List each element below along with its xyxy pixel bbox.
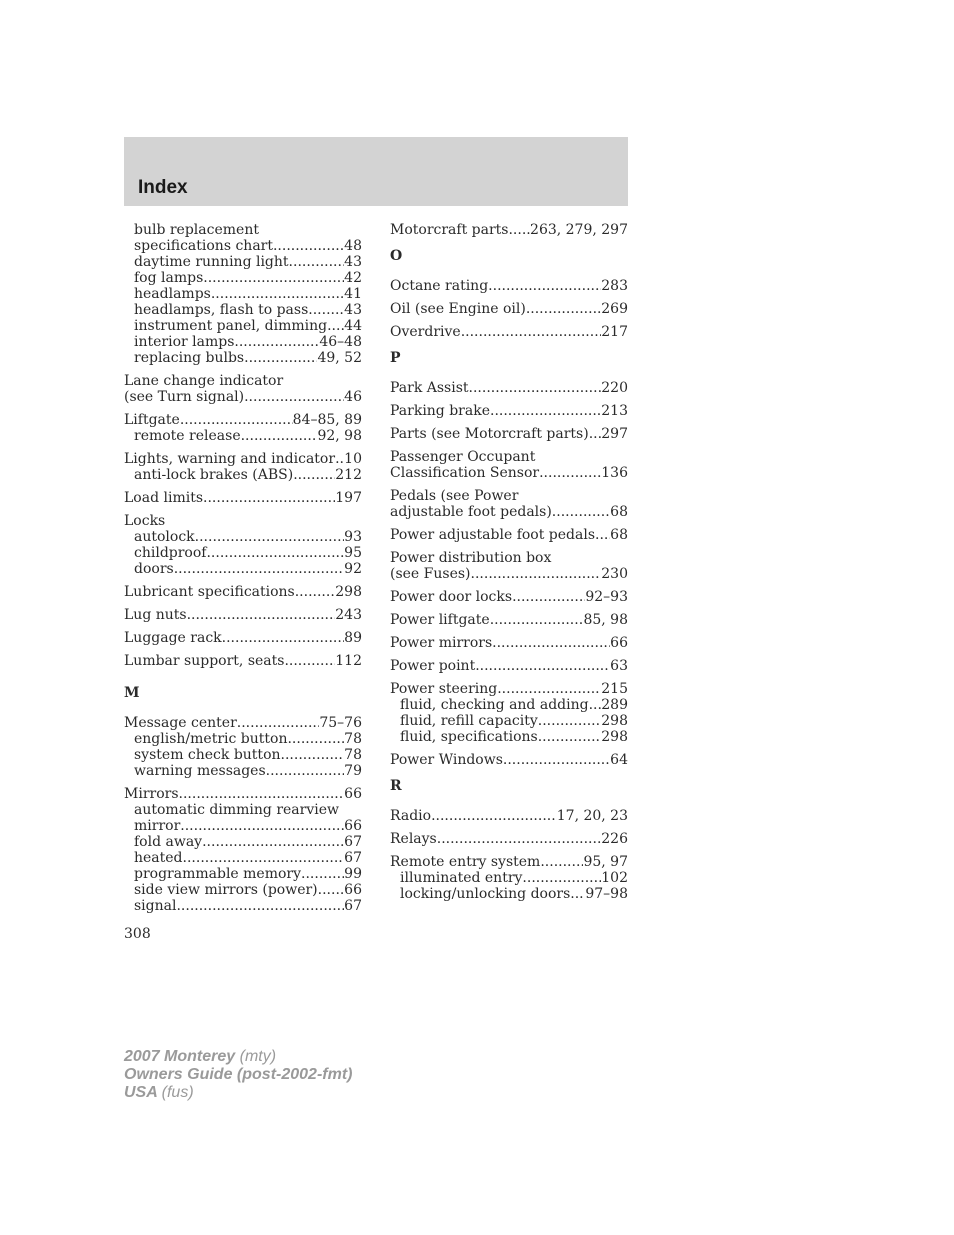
- dot-leader: [174, 561, 344, 577]
- dot-leader: [195, 529, 345, 545]
- footer-market-code: (fus): [161, 1084, 194, 1101]
- entry-term: Power point: [390, 658, 476, 674]
- entry-term: Power door locks: [390, 589, 513, 605]
- section-letter: R: [390, 778, 402, 794]
- entry-term: heated: [134, 850, 183, 866]
- entry-page-ref: 99: [344, 866, 362, 882]
- dot-leader: [539, 465, 601, 481]
- entry-term: Overdrive: [390, 324, 461, 340]
- entry-term: Lights, warning and indicator: [124, 451, 336, 467]
- entry-term: Power adjustable foot pedals: [390, 527, 596, 543]
- dot-leader: [335, 451, 344, 467]
- entry-term: side view mirrors (power): [134, 882, 318, 898]
- index-entry: [124, 715, 362, 779]
- entry-page-ref: 92: [344, 561, 362, 577]
- index-entry-line: [390, 831, 628, 847]
- entry-page-ref: 289: [601, 697, 628, 713]
- index-entry: [390, 658, 628, 674]
- footer-line-2: [124, 1066, 352, 1084]
- entry-term: Passenger Occupant: [390, 449, 536, 465]
- index-subentry: [124, 467, 362, 483]
- index-entry: [124, 584, 362, 600]
- index-subentry: [124, 222, 362, 238]
- index-entry-line: [390, 658, 628, 674]
- index-entry-line: [390, 324, 628, 340]
- dot-leader: [206, 545, 344, 561]
- dot-leader: [461, 324, 602, 340]
- index-entry: [390, 449, 628, 481]
- entry-term: Lubricant specifications: [124, 584, 295, 600]
- entry-term: Remote entry system: [390, 854, 541, 870]
- entry-page-ref: 10: [344, 451, 362, 467]
- entry-page-ref: 79: [344, 763, 362, 779]
- dot-leader: [202, 834, 344, 850]
- entry-term: Relays: [390, 831, 437, 847]
- entry-term: Lumbar support, seats: [124, 653, 285, 669]
- index-subentry: [124, 545, 362, 561]
- index-entry-line: [390, 808, 628, 824]
- index-subentry: [390, 870, 628, 886]
- entry-page-ref: 97–98: [585, 886, 628, 902]
- header-band: [124, 137, 628, 206]
- entry-page-ref: 78: [344, 731, 362, 747]
- index-entry-line: [124, 584, 362, 600]
- dot-leader: [183, 850, 345, 866]
- index-entry: [124, 513, 362, 577]
- entry-page-ref: 68: [610, 527, 628, 543]
- entry-term: Message center: [124, 715, 237, 731]
- entry-page-ref: 215: [601, 681, 628, 697]
- dot-leader: [570, 886, 585, 902]
- index-entry-line: [390, 752, 628, 768]
- index-entry: [124, 630, 362, 646]
- index-subentry: [124, 254, 362, 270]
- index-subentry: [124, 802, 362, 818]
- entry-page-ref: 66: [344, 818, 362, 834]
- dot-leader: [512, 589, 585, 605]
- index-subentry: [124, 334, 362, 350]
- index-entry: [390, 808, 628, 824]
- footer-model-code: (mty): [239, 1048, 277, 1065]
- dot-leader: [490, 612, 584, 628]
- index-entry-line: [390, 504, 628, 520]
- index-column-right: [390, 222, 628, 909]
- entry-page-ref: 220: [601, 380, 628, 396]
- dot-leader: [308, 302, 344, 318]
- entry-page-ref: 298: [601, 729, 628, 745]
- entry-page-ref: 112: [335, 653, 362, 669]
- entry-term: Load limits: [124, 490, 204, 506]
- footer-guide: Owners Guide (post-2002-fmt): [124, 1066, 353, 1083]
- entry-term: fog lamps: [134, 270, 204, 286]
- entry-page-ref: 49, 52: [317, 350, 362, 366]
- entry-term: Luggage rack: [124, 630, 222, 646]
- dot-leader: [552, 504, 610, 520]
- index-entry: [390, 752, 628, 768]
- index-entry: [390, 854, 628, 902]
- index-entry: [124, 607, 362, 623]
- index-entry-line: [124, 490, 362, 506]
- entry-term: headlamps: [134, 286, 211, 302]
- index-subentry: [124, 866, 362, 882]
- index-entry-line: [124, 653, 362, 669]
- index-entry-line: [124, 389, 362, 405]
- entry-term: Octane rating: [390, 278, 489, 294]
- entry-term: Parking brake: [390, 403, 490, 419]
- index-subentry: [124, 898, 362, 914]
- index-entry: [390, 527, 628, 543]
- index-entry-line: [390, 854, 628, 870]
- entry-page-ref: 41: [344, 286, 362, 302]
- dot-leader: [203, 490, 335, 506]
- entry-term: (see Turn signal): [124, 389, 245, 405]
- entry-page-ref: 43: [344, 302, 362, 318]
- entry-page-ref: 212: [335, 467, 362, 483]
- entry-term: interior lamps: [134, 334, 235, 350]
- entry-page-ref: 102: [601, 870, 628, 886]
- dot-leader: [180, 412, 293, 428]
- dot-leader: [327, 318, 344, 334]
- dot-leader: [244, 350, 317, 366]
- entry-page-ref: 93: [344, 529, 362, 545]
- index-subentry: [390, 729, 628, 745]
- footer: [124, 1048, 352, 1102]
- entry-term: remote release: [134, 428, 241, 444]
- index-entry: [390, 278, 628, 294]
- index-entry: [390, 681, 628, 745]
- entry-page-ref: 217: [601, 324, 628, 340]
- dot-leader: [203, 270, 344, 286]
- entry-term: Lane change indicator: [124, 373, 284, 389]
- entry-page-ref: 92–93: [585, 589, 628, 605]
- footer-line-3: [124, 1084, 352, 1102]
- index-subentry: [124, 561, 362, 577]
- index-subentry: [124, 834, 362, 850]
- entry-page-ref: 17, 20, 23: [556, 808, 628, 824]
- entry-term: daytime running light: [134, 254, 289, 270]
- entry-term: Lug nuts: [124, 607, 187, 623]
- entry-page-ref: 226: [601, 831, 628, 847]
- entry-term: warning messages: [134, 763, 266, 779]
- dot-leader: [301, 866, 344, 882]
- entry-page-ref: 66: [344, 786, 362, 802]
- dot-leader: [284, 653, 335, 669]
- entry-term: doors: [134, 561, 174, 577]
- index-column-left: [124, 222, 362, 921]
- dot-leader: [234, 334, 319, 350]
- index-entry: [124, 373, 362, 405]
- dot-leader: [492, 635, 610, 651]
- entry-term: Oil (see Engine oil): [390, 301, 526, 317]
- entry-page-ref: 85, 98: [583, 612, 628, 628]
- index-entry-line: [390, 278, 628, 294]
- dot-leader: [508, 222, 530, 238]
- dot-leader: [179, 786, 345, 802]
- entry-page-ref: 297: [601, 426, 628, 442]
- entry-page-ref: 78: [344, 747, 362, 763]
- index-entry-line: [390, 566, 628, 582]
- entry-term: Pedals (see Power: [390, 488, 519, 504]
- index-entry: [390, 301, 628, 317]
- entry-term: automatic dimming rearview: [134, 802, 340, 818]
- index-entry-line: [124, 630, 362, 646]
- dot-leader: [475, 658, 610, 674]
- dot-leader: [437, 831, 602, 847]
- entry-term: Power steering: [390, 681, 498, 697]
- index-entry-line: [390, 403, 628, 419]
- dot-leader: [503, 752, 610, 768]
- index-entry-line: [390, 465, 628, 481]
- index-subentry: [124, 238, 362, 254]
- index-entry-line: [390, 681, 628, 697]
- entry-page-ref: 298: [335, 584, 362, 600]
- entry-page-ref: 44: [344, 318, 362, 334]
- dot-leader: [469, 380, 602, 396]
- dot-leader: [187, 607, 336, 623]
- entry-term: system check button: [134, 747, 281, 763]
- dot-leader: [222, 630, 345, 646]
- dot-leader: [281, 747, 345, 763]
- index-entry: [124, 451, 362, 483]
- entry-term: programmable memory: [134, 866, 302, 882]
- index-entry-line: [124, 786, 362, 802]
- entry-term: Classification Sensor: [390, 465, 540, 481]
- index-subentry: [124, 270, 362, 286]
- index-subentry: [124, 302, 362, 318]
- entry-page-ref: 48: [344, 238, 362, 254]
- index-entry: [390, 380, 628, 396]
- entry-page-ref: 263, 279, 297: [530, 222, 628, 238]
- entry-term: illuminated entry: [400, 870, 523, 886]
- index-entry-line: [124, 513, 362, 529]
- entry-term: fold away: [134, 834, 203, 850]
- index-entry-line: [390, 426, 628, 442]
- index-entry-line: [390, 550, 628, 566]
- entry-term: replacing bulbs: [134, 350, 245, 366]
- index-subentry: [124, 818, 362, 834]
- index-subentry: [124, 529, 362, 545]
- dot-leader: [488, 278, 601, 294]
- entry-page-ref: 84–85, 89: [292, 412, 362, 428]
- index-subentry: [390, 713, 628, 729]
- dot-leader: [287, 731, 344, 747]
- entry-page-ref: 63: [610, 658, 628, 674]
- footer-market: USA: [124, 1084, 158, 1101]
- dot-leader: [211, 286, 344, 302]
- entry-page-ref: 136: [601, 465, 628, 481]
- dot-leader: [490, 403, 601, 419]
- entry-page-ref: 89: [344, 630, 362, 646]
- entry-page-ref: 66: [344, 882, 362, 898]
- dot-leader: [273, 238, 344, 254]
- entry-term: fluid, refill capacity: [400, 713, 538, 729]
- index-subentry: [390, 886, 628, 902]
- index-entry: [390, 612, 628, 628]
- entry-page-ref: 43: [344, 254, 362, 270]
- dot-leader: [241, 428, 318, 444]
- index-entry: [390, 426, 628, 442]
- entry-term: instrument panel, dimming: [134, 318, 328, 334]
- entry-term: autolock: [134, 529, 195, 545]
- index-subentry: [390, 697, 628, 713]
- entry-page-ref: 67: [344, 898, 362, 914]
- entry-page-ref: 64: [610, 752, 628, 768]
- entry-term: Mirrors: [124, 786, 179, 802]
- dot-leader: [431, 808, 557, 824]
- section-letter: P: [390, 350, 401, 366]
- entry-page-ref: 42: [344, 270, 362, 286]
- index-entry: [390, 831, 628, 847]
- index-entry: [390, 222, 628, 238]
- entry-term: fluid, specifications: [400, 729, 538, 745]
- entry-term: fluid, checking and adding: [400, 697, 589, 713]
- entry-term: Liftgate: [124, 412, 180, 428]
- entry-page-ref: 46: [344, 389, 362, 405]
- index-entry-line: [124, 715, 362, 731]
- dot-leader: [538, 713, 602, 729]
- entry-term: (see Fuses): [390, 566, 471, 582]
- dot-leader: [538, 729, 602, 745]
- page-number: 308: [124, 926, 151, 942]
- index-subentry: [124, 850, 362, 866]
- index-entry: [124, 222, 362, 366]
- index-entry: [124, 412, 362, 444]
- index-subentry: [124, 763, 362, 779]
- entry-term: adjustable foot pedals): [390, 504, 552, 520]
- dot-leader: [293, 467, 335, 483]
- entry-term: mirror: [134, 818, 181, 834]
- entry-term: Park Assist: [390, 380, 469, 396]
- entry-term: signal: [134, 898, 177, 914]
- entry-page-ref: 67: [344, 850, 362, 866]
- index-entry-line: [124, 607, 362, 623]
- entry-page-ref: 283: [601, 278, 628, 294]
- index-entry-line: [124, 373, 362, 389]
- index-entry-line: [390, 488, 628, 504]
- index-entry: [124, 490, 362, 506]
- entry-term: Power mirrors: [390, 635, 493, 651]
- index-entry: [124, 653, 362, 669]
- footer-line-1: [124, 1048, 352, 1066]
- page-title: Index: [138, 177, 188, 198]
- index-entry-line: [390, 527, 628, 543]
- dot-leader: [497, 681, 601, 697]
- index-entry-line: [390, 222, 628, 238]
- dot-leader: [237, 715, 320, 731]
- dot-leader: [522, 870, 601, 886]
- entry-page-ref: 230: [601, 566, 628, 582]
- index-subentry: [124, 286, 362, 302]
- entry-term: Power liftgate: [390, 612, 490, 628]
- entry-page-ref: 95: [344, 545, 362, 561]
- entry-page-ref: 68: [610, 504, 628, 520]
- index-entry-line: [124, 412, 362, 428]
- dot-leader: [176, 898, 344, 914]
- index-subentry: [124, 882, 362, 898]
- index-subentry: [124, 731, 362, 747]
- entry-page-ref: 269: [601, 301, 628, 317]
- section-letter: O: [390, 248, 403, 264]
- dot-leader: [318, 882, 345, 898]
- index-entry-line: [390, 380, 628, 396]
- index-subentry: [124, 747, 362, 763]
- entry-term: Radio: [390, 808, 432, 824]
- entry-page-ref: 95, 97: [583, 854, 628, 870]
- entry-term: Power Windows: [390, 752, 503, 768]
- footer-model: 2007 Monterey: [124, 1048, 236, 1065]
- index-entry: [390, 635, 628, 651]
- index-entry-line: [390, 449, 628, 465]
- entry-term: specifications chart: [134, 238, 273, 254]
- entry-term: locking/unlocking doors: [400, 886, 571, 902]
- index-entry: [390, 488, 628, 520]
- entry-page-ref: 243: [335, 607, 362, 623]
- entry-page-ref: 75–76: [319, 715, 362, 731]
- dot-leader: [289, 254, 345, 270]
- dot-leader: [540, 854, 583, 870]
- entry-page-ref: 92, 98: [317, 428, 362, 444]
- entry-page-ref: 298: [601, 713, 628, 729]
- entry-term: Locks: [124, 513, 166, 529]
- index-entry: [124, 786, 362, 914]
- index-entry: [390, 324, 628, 340]
- index-subentry: [124, 428, 362, 444]
- entry-term: headlamps, flash to pass: [134, 302, 309, 318]
- index-entry: [390, 589, 628, 605]
- dot-leader: [526, 301, 601, 317]
- index-subentry: [124, 318, 362, 334]
- dot-leader: [180, 818, 344, 834]
- dot-leader: [589, 697, 602, 713]
- dot-leader: [295, 584, 336, 600]
- index-entry-line: [390, 589, 628, 605]
- index-subentry: [124, 350, 362, 366]
- index-entry-line: [390, 301, 628, 317]
- dot-leader: [266, 763, 345, 779]
- index-entry: [390, 403, 628, 419]
- entry-term: Motorcraft parts: [390, 222, 509, 238]
- entry-term: english/metric button: [134, 731, 288, 747]
- entry-term: anti-lock brakes (ABS): [134, 467, 294, 483]
- index-entry-line: [390, 635, 628, 651]
- entry-page-ref: 67: [344, 834, 362, 850]
- section-letter: M: [124, 685, 140, 701]
- entry-page-ref: 213: [601, 403, 628, 419]
- dot-leader: [589, 426, 602, 442]
- entry-term: Parts (see Motorcraft parts): [390, 426, 589, 442]
- dot-leader: [471, 566, 602, 582]
- entry-term: Power distribution box: [390, 550, 552, 566]
- entry-page-ref: 46–48: [319, 334, 362, 350]
- entry-term: bulb replacement: [134, 222, 259, 238]
- dot-leader: [595, 527, 610, 543]
- index-entry-line: [124, 451, 362, 467]
- index-entry: [390, 550, 628, 582]
- entry-page-ref: 66: [610, 635, 628, 651]
- entry-term: childproof: [134, 545, 207, 561]
- dot-leader: [244, 389, 344, 405]
- index-entry-line: [390, 612, 628, 628]
- entry-page-ref: 197: [335, 490, 362, 506]
